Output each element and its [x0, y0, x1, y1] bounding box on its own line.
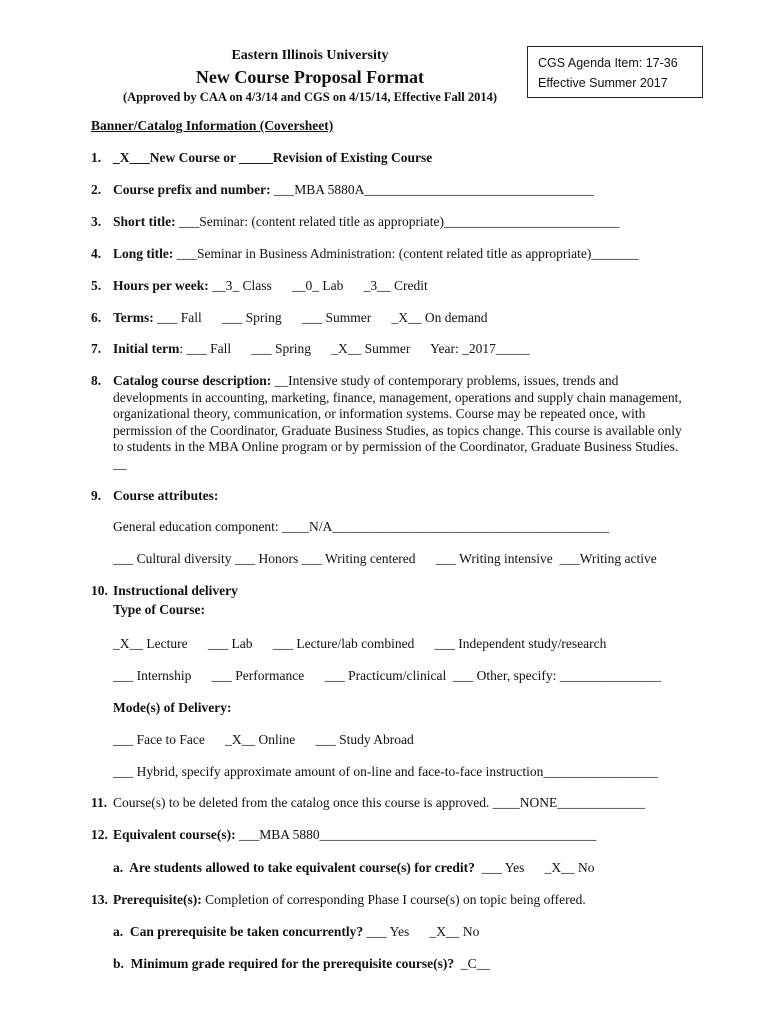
question-value: ___ Yes _X__ No [474, 860, 595, 875]
item-number: 10. [91, 583, 108, 598]
item-number: 2. [91, 182, 102, 197]
field-label: Initial term [113, 341, 180, 356]
course-prefix-value: ___MBA 5880A__________________________________ [270, 182, 594, 197]
document-header [110, 48, 510, 105]
field-label: Catalog course description: [113, 373, 272, 388]
concurrent-question [113, 924, 479, 940]
question-label: a. Can prerequisite be taken concurrently? [113, 924, 364, 939]
form-title: New Course Proposal Format [195, 67, 425, 87]
section-title: Banner/Catalog Information (Coversheet) [91, 118, 334, 133]
item-number: 3. [91, 214, 102, 229]
field-label: Hours per week: [113, 278, 209, 293]
item-number: 1. [91, 150, 102, 165]
approval-note: (Approved by CAA on 4/3/14 and CGS on 4/15/14, Effective Fall 2014) [122, 90, 498, 104]
new-or-revision: _X___New Course or _____Revision of Existing Course [113, 150, 433, 165]
prerequisite-value: Completion of corresponding Phase I course(s) on topic being offered. [201, 892, 586, 907]
deleted-courses: Course(s) to be deleted from the catalog once this course is approved. ____NONE_____________ [113, 795, 645, 810]
equivalent-credit-question [113, 860, 595, 876]
item-number: 6. [91, 310, 102, 325]
mode-of-delivery-row-2: ___ Hybrid, specify approximate amount of on-line and face-to-face instruction_________________ [113, 764, 659, 779]
mode-of-delivery-row-1: ___ Face to Face _X__ Online ___ Study Abroad [113, 732, 414, 747]
university-name: Eastern Illinois University [231, 48, 389, 63]
field-label: Terms: [113, 310, 154, 325]
field-label: Long title: [113, 246, 174, 261]
field-label: Prerequisite(s): [113, 892, 202, 907]
terms-value: ___ Fall ___ Spring ___ Summer _X__ On demand [153, 310, 488, 325]
question-label: b. Minimum grade required for the prerequisite course(s)? [113, 956, 455, 971]
agenda-box [527, 46, 703, 98]
course-attributes-row: ___ Cultural diversity ___ Honors ___ Writing centered ___ Writing intensive ___Writing active [113, 551, 657, 566]
type-of-course-label: Type of Course: [113, 602, 205, 617]
question-value: _C__ [454, 956, 491, 971]
gen-ed-component: General education component: ____N/A_________________________________________ [113, 519, 610, 534]
type-of-course-row-1: _X__ Lecture ___ Lab ___ Lecture/lab combined ___ Independent study/research [113, 636, 607, 651]
item-number: 8. [91, 373, 102, 388]
minimum-grade-question [113, 956, 490, 972]
type-of-course-row-2: ___ Internship ___ Performance ___ Practicum/clinical ___ Other, specify: _______________ [113, 668, 661, 683]
hours-value: __3_ Class __0_ Lab _3__ Credit [208, 278, 428, 293]
item-number: 4. [91, 246, 102, 261]
question-value: ___ Yes _X__ No [363, 924, 480, 939]
mode-of-delivery-label: Mode(s) of Delivery: [113, 700, 232, 715]
catalog-description [113, 373, 683, 472]
initial-term-value: : ___ Fall ___ Spring _X__ Summer Year: _2017_____ [179, 341, 530, 356]
item-number: 11. [91, 795, 108, 810]
item-number: 13. [91, 892, 108, 907]
item-number: 12. [91, 827, 108, 842]
item-number: 5. [91, 278, 102, 293]
item-number: 9. [91, 488, 102, 503]
field-label: Course prefix and number: [113, 182, 271, 197]
item-number: 7. [91, 341, 102, 356]
agenda-item: CGS Agenda Item: 17-36 [538, 56, 678, 70]
field-label: Course attributes: [113, 488, 219, 503]
long-title-value: ___Seminar in Business Administration: (content related title as appropriate)_______ [173, 246, 639, 261]
catalog-description-value: __Intensive study of contemporary problems, issues, trends and developments in accounting, marketing, finance, management, operations and supply chain management, organizational theory, communication, or information systems. Course may be repeated once, with permission of the Coordinator, Graduate Business Studies, as topics change. This course is available only to students in the MBA Online program or by permission of the Coordinator, Graduate Business Studies. __ [113, 373, 682, 471]
effective-date: Effective Summer 2017 [538, 76, 668, 90]
field-label: Short title: [113, 214, 176, 229]
question-label: a. Are students allowed to take equivalent course(s) for credit? [113, 860, 475, 875]
field-label: Instructional delivery [113, 583, 238, 598]
equivalent-course-value: ___MBA 5880_________________________________________ [235, 827, 597, 842]
field-label: Equivalent course(s): [113, 827, 236, 842]
short-title-value: ___Seminar: (content related title as appropriate)__________________________ [175, 214, 620, 229]
